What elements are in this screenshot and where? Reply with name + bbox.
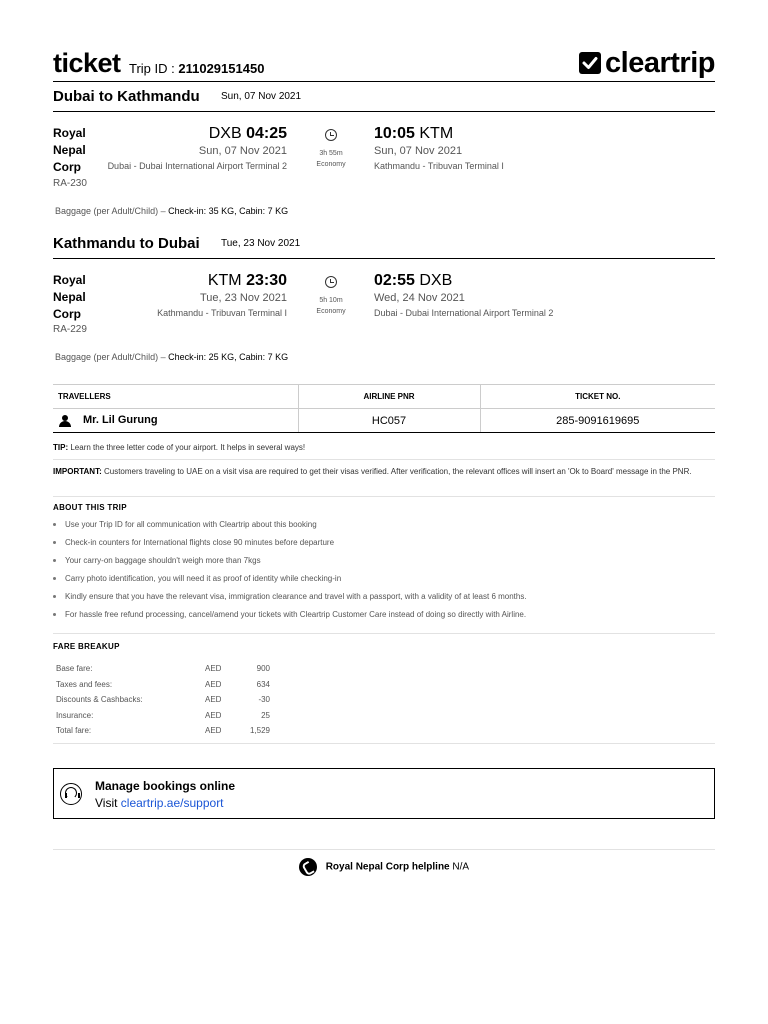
cabin-class: Economy — [316, 308, 346, 315]
arrival — [374, 125, 554, 172]
arrival-code: DXB — [419, 272, 453, 289]
duration: 3h 55m — [319, 150, 343, 157]
carrier-line: Corp — [53, 160, 81, 174]
fare-currency: AED — [205, 695, 222, 705]
manage-visit — [95, 796, 224, 810]
list-item: Use your Trip ID for all communication with Cleartrip about this booking — [53, 520, 527, 538]
fare-currency: AED — [205, 664, 222, 673]
trip-id-label: Trip ID : — [129, 61, 175, 76]
ticket-no-cell: 285-9091619695 — [480, 409, 715, 433]
carrier-line: Nepal — [53, 290, 86, 304]
fare-amount: 634 — [256, 679, 270, 689]
arrival-time — [374, 125, 554, 143]
arrival-code: KTM — [419, 125, 454, 142]
departure-terminal: Kathmandu - Tribuvan Terminal I — [157, 308, 287, 318]
route-title: Dubai to Kathmandu — [53, 88, 200, 105]
route-date: Sun, 07 Nov 2021 — [221, 91, 302, 102]
flight-duration — [311, 127, 351, 168]
important-note — [53, 466, 715, 477]
manage-bookings-box — [53, 768, 715, 819]
departure-code: DXB — [208, 125, 242, 142]
departure-time — [53, 272, 287, 290]
fare-label: Base fare: — [56, 664, 93, 673]
person-icon — [59, 415, 71, 427]
clock-icon — [325, 276, 337, 288]
duration: 5h 10m — [319, 297, 343, 304]
fare-row — [56, 664, 270, 680]
about-list — [53, 520, 527, 628]
checkmark-icon — [579, 52, 601, 74]
departure-terminal: Dubai - Dubai International Airport Terminal 2 — [107, 161, 287, 171]
fare-label: Taxes and fees: — [56, 679, 113, 689]
fare-label: Discounts & Cashbacks: — [56, 695, 143, 705]
fare-amount: 1,529 — [249, 726, 270, 736]
list-item: Carry photo identification, you will need it as proof of identity while checking-in — [53, 574, 527, 592]
divider — [53, 459, 715, 460]
arrival-clock: 02:55 — [374, 272, 415, 289]
carrier-line: Royal — [53, 273, 86, 287]
ticket-header — [53, 44, 715, 82]
route-title: Kathmandu to Dubai — [53, 235, 200, 252]
logo-text: cleartrip — [605, 46, 715, 79]
fare-row — [56, 711, 270, 727]
headset-icon — [60, 783, 82, 805]
departure — [53, 125, 287, 172]
arrival-terminal: Dubai - Dubai International Airport Terminal 2 — [374, 308, 554, 318]
carrier-line: Corp — [53, 307, 81, 321]
flight-1-title — [53, 80, 715, 112]
col-travellers: TRAVELLERS — [53, 385, 298, 409]
important-label: IMPORTANT: — [53, 467, 102, 476]
carrier-line: Nepal — [53, 143, 86, 157]
departure-date: Tue, 23 Nov 2021 — [199, 292, 287, 304]
departure-code: KTM — [207, 272, 242, 289]
fare-amount: -30 — [258, 695, 270, 705]
flight-2-title — [53, 227, 715, 259]
tip-label: TIP: — [53, 443, 69, 452]
departure-date: Sun, 07 Nov 2021 — [198, 145, 287, 157]
list-item: Check-in counters for International flights close 90 minutes before departure — [53, 538, 527, 556]
fare-label: Total fare: — [56, 726, 92, 736]
fare-row — [56, 680, 270, 696]
divider — [53, 743, 715, 744]
cabin-class: Economy — [316, 161, 346, 168]
table-header-row — [53, 385, 715, 409]
list-item: Your carry-on baggage shouldn't weigh more than 7kgs — [53, 556, 527, 574]
departure — [53, 272, 287, 319]
helpline-value: N/A — [452, 861, 470, 873]
arrival-date: Sun, 07 Nov 2021 — [374, 145, 463, 157]
baggage-label: Baggage (per Adult/Child) – — [55, 206, 166, 216]
helpline — [53, 858, 715, 876]
baggage-label: Baggage (per Adult/Child) – — [55, 352, 166, 362]
baggage-value: Check-in: 35 KG, Cabin: 7 KG — [168, 206, 289, 216]
list-item: Kindly ensure that you have the relevant visa, immigration clearance and travel with a passport, with a validity of at least 6 months. — [53, 592, 527, 610]
travellers-table — [53, 384, 715, 433]
fare-currency: AED — [205, 710, 222, 720]
important-text: Customers traveling to UAE on a visit visa are required to get their visas verified. After verification, the relevant offices will insert an 'Ok to Board' message in the PNR. — [103, 467, 692, 476]
support-link[interactable]: cleartrip.ae/support — [120, 796, 224, 810]
flight-duration — [311, 274, 351, 315]
trip-id-value: 211029151450 — [178, 61, 265, 76]
flight-number: RA-230 — [53, 178, 87, 189]
divider — [53, 849, 715, 850]
arrival — [374, 272, 554, 319]
trip-id — [129, 61, 264, 76]
ticket-title: ticket — [53, 48, 121, 78]
col-airline-pnr: AIRLINE PNR — [298, 385, 480, 409]
helpline-label: Royal Nepal Corp helpline — [325, 861, 450, 873]
fare-row — [56, 726, 270, 742]
route-date: Tue, 23 Nov 2021 — [221, 238, 301, 249]
manage-title: Manage bookings online — [95, 779, 236, 793]
baggage-info — [55, 206, 288, 216]
baggage-value: Check-in: 25 KG, Cabin: 7 KG — [168, 352, 289, 362]
pnr-cell: HC057 — [298, 409, 480, 433]
baggage-info — [55, 352, 288, 362]
departure-clock: 04:25 — [246, 125, 287, 142]
visit-label: Visit — [95, 796, 118, 810]
about-title: ABOUT THIS TRIP — [53, 503, 127, 512]
fare-row — [56, 695, 270, 711]
traveller-name: Mr. Lil Gurung — [83, 414, 158, 427]
fare-amount: 25 — [261, 710, 270, 720]
arrival-clock: 10:05 — [374, 125, 415, 142]
tip-note — [53, 443, 305, 452]
cleartrip-logo — [579, 47, 715, 79]
phone-icon — [299, 858, 317, 876]
arrival-terminal: Kathmandu - Tribuvan Terminal I — [374, 161, 504, 171]
table-row — [53, 409, 715, 433]
fare-amount: 900 — [256, 664, 270, 673]
flight-number: RA-229 — [53, 324, 87, 335]
fare-currency: AED — [205, 726, 222, 736]
col-ticket-no: TICKET NO. — [480, 385, 715, 409]
fare-breakup — [56, 664, 270, 742]
fare-title: FARE BREAKUP — [53, 642, 120, 651]
tip-text: Learn the three letter code of your airport. It helps in several ways! — [70, 443, 306, 452]
departure-time — [53, 125, 287, 143]
divider — [53, 633, 715, 634]
fare-label: Insurance: — [56, 710, 94, 720]
clock-icon — [325, 129, 337, 141]
arrival-time — [374, 272, 554, 290]
divider — [53, 496, 715, 497]
fare-currency: AED — [205, 679, 222, 689]
traveller-cell — [53, 409, 298, 433]
arrival-date: Wed, 24 Nov 2021 — [374, 292, 465, 304]
list-item: For hassle free refund processing, cancel/amend your tickets with Cleartrip Customer Care instead of doing so directly with Airline. — [53, 610, 527, 628]
departure-clock: 23:30 — [246, 272, 287, 289]
carrier-line: Royal — [53, 126, 86, 140]
